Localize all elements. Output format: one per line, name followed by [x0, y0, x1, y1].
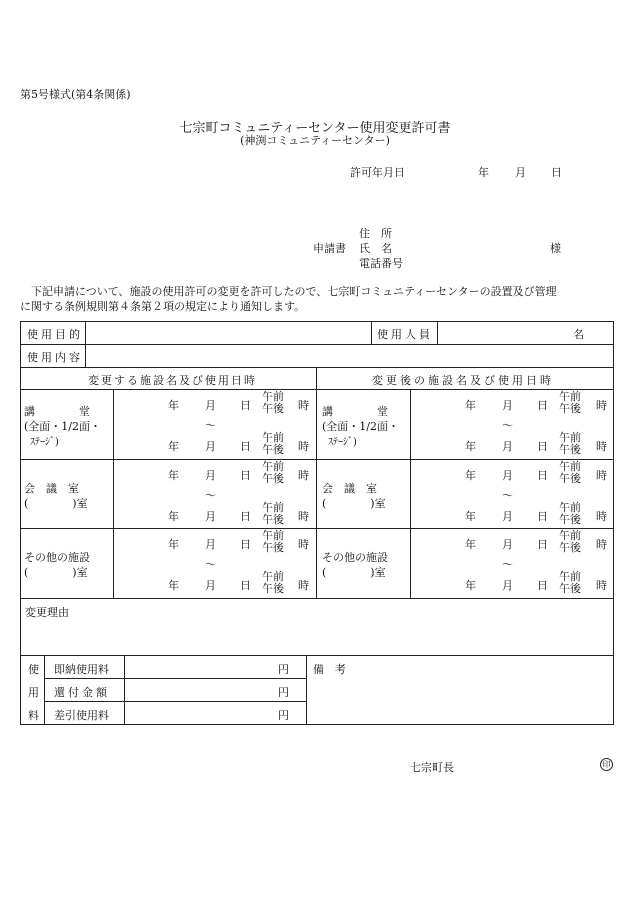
dt-pm: 午後: [559, 582, 581, 595]
remarks-label: 備 考: [313, 663, 346, 676]
dt-day: 日: [240, 469, 251, 482]
after-facility-meeting-room-number: ( )室: [322, 497, 386, 510]
before-facility-header: 変更する施設名及び使用日時: [88, 374, 257, 387]
change-reason-label: 変更理由: [25, 606, 69, 619]
table-rule: [85, 321, 86, 368]
dt-am: 午前: [559, 501, 581, 514]
fee-net-label: 差引使用料: [54, 709, 109, 722]
dt-pm: 午後: [559, 472, 581, 485]
dt-ampm: [559, 502, 581, 526]
notice-line-2: に関する条例規則第４条第２項の規定により通知します。: [20, 300, 306, 313]
before-facility-other-room: ( )室: [24, 566, 88, 579]
dt-month: 月: [502, 579, 513, 592]
dt-year: 年: [465, 440, 476, 453]
before-facility-meeting-room: 会 議 室: [24, 482, 79, 495]
dt-pm: 午後: [262, 541, 284, 554]
table-rule: [20, 389, 614, 390]
dt-pm: 午後: [559, 443, 581, 456]
dt-year: 年: [465, 579, 476, 592]
dt-hour: 時: [596, 399, 607, 412]
dt-hour: 時: [298, 440, 309, 453]
dt-hour: 時: [298, 579, 309, 592]
dt-ampm: [262, 571, 284, 595]
notice-line-1: 下記申請について、施設の使用許可の変更を許可したので、七宗町コミュニティーセンターの設置及び管理: [31, 285, 557, 298]
table-border: [20, 321, 614, 322]
dt-pm: 午後: [559, 513, 581, 526]
fee-immediate-label: 即納使用料: [54, 663, 109, 676]
dt-am: 午前: [262, 460, 284, 473]
dt-year: 年: [465, 510, 476, 523]
dt-am: 午前: [559, 460, 581, 473]
table-rule: [20, 344, 614, 345]
after-facility-meeting-room: 会 議 室: [322, 482, 377, 495]
fee-side-char: 使: [28, 663, 39, 676]
dt-tilde: ～: [205, 419, 216, 432]
dt-month: 月: [205, 579, 216, 592]
dt-pm: 午後: [262, 402, 284, 415]
dt-pm: 午後: [559, 541, 581, 554]
after-facility-auditorium-options: (全面・1/2面・: [322, 420, 399, 433]
fee-refund-label: 還付金額: [54, 686, 110, 699]
dt-tilde: ～: [502, 558, 513, 571]
dt-month: 月: [502, 510, 513, 523]
table-rule: [44, 678, 306, 679]
dt-ampm: [262, 391, 284, 415]
after-facility-auditorium: 講 堂: [322, 405, 388, 418]
after-facility-other: その他の施設: [322, 551, 388, 564]
permit-day-label: 日: [551, 166, 562, 179]
applicant-name-label: 氏 名: [359, 242, 392, 255]
dt-day: 日: [240, 440, 251, 453]
document-title: 七宗町コミュニティーセンター使用変更許可書: [179, 121, 451, 136]
purpose-label: 使用目的: [27, 328, 83, 341]
dt-ampm: [262, 461, 284, 485]
permit-year-label: 年: [478, 166, 489, 179]
dt-am: 午前: [559, 570, 581, 583]
dt-ampm: [559, 461, 581, 485]
dt-year: 年: [168, 579, 179, 592]
applicant-phone-label: 電話番号: [359, 257, 403, 270]
dt-ampm: [559, 432, 581, 456]
table-border: [20, 321, 21, 725]
dt-am: 午前: [559, 390, 581, 403]
content-label: 使用内容: [27, 351, 83, 364]
dt-year: 年: [168, 440, 179, 453]
dt-hour: 時: [298, 399, 309, 412]
seal-mark: 印: [600, 758, 613, 771]
form-number: 第5号様式(第4条関係): [20, 88, 131, 101]
table-rule: [44, 655, 45, 725]
dt-pm: 午後: [559, 402, 581, 415]
table-rule: [437, 321, 438, 344]
dt-ampm: [559, 391, 581, 415]
dt-am: 午前: [262, 390, 284, 403]
dt-ampm: [262, 432, 284, 456]
dt-year: 年: [465, 538, 476, 551]
fee-immediate-unit: 円: [278, 663, 289, 676]
dt-day: 日: [537, 399, 548, 412]
dt-pm: 午後: [262, 443, 284, 456]
dt-year: 年: [168, 538, 179, 551]
table-rule: [316, 367, 317, 599]
table-rule: [124, 655, 125, 725]
dt-hour: 時: [298, 510, 309, 523]
dt-am: 午前: [262, 431, 284, 444]
fee-side-char: 料: [28, 709, 39, 722]
dt-year: 年: [168, 469, 179, 482]
dt-am: 午前: [262, 529, 284, 542]
dt-month: 月: [205, 440, 216, 453]
dt-am: 午前: [559, 431, 581, 444]
table-rule: [20, 598, 614, 599]
dt-year: 年: [168, 399, 179, 412]
users-label: 使用人員: [377, 328, 433, 341]
dt-day: 日: [537, 510, 548, 523]
mayor-label: 七宗町長: [410, 761, 454, 774]
fee-net-unit: 円: [278, 709, 289, 722]
dt-hour: 時: [596, 510, 607, 523]
dt-tilde: ～: [205, 489, 216, 502]
before-facility-auditorium-stage: ｽﾃｰｼﾞ): [30, 437, 59, 448]
table-rule: [44, 701, 306, 702]
dt-ampm: [262, 502, 284, 526]
dt-day: 日: [537, 440, 548, 453]
dt-year: 年: [465, 399, 476, 412]
dt-day: 日: [240, 538, 251, 551]
document-subtitle: (神渕コミュニティーセンター): [240, 134, 390, 147]
dt-hour: 時: [596, 440, 607, 453]
after-facility-other-room: ( )室: [322, 566, 386, 579]
after-facility-header: 変更後の施設名及び使用日時: [372, 374, 554, 387]
table-rule: [20, 459, 614, 460]
dt-tilde: ～: [205, 558, 216, 571]
table-rule: [371, 321, 372, 344]
applicant-honorific: 様: [550, 242, 561, 255]
before-facility-auditorium: 講 堂: [24, 405, 90, 418]
dt-tilde: ～: [502, 489, 513, 502]
table-rule: [20, 367, 614, 368]
table-rule: [20, 655, 614, 656]
dt-ampm: [559, 530, 581, 554]
before-facility-other: その他の施設: [24, 551, 90, 564]
dt-month: 月: [502, 440, 513, 453]
dt-month: 月: [205, 510, 216, 523]
fee-refund-unit: 円: [278, 686, 289, 699]
dt-year: 年: [168, 510, 179, 523]
dt-day: 日: [537, 538, 548, 551]
notice-text: [20, 284, 620, 314]
permit-month-label: 月: [515, 166, 526, 179]
dt-am: 午前: [559, 529, 581, 542]
dt-day: 日: [240, 399, 251, 412]
dt-ampm: [559, 571, 581, 595]
dt-month: 月: [502, 538, 513, 551]
dt-hour: 時: [596, 538, 607, 551]
dt-am: 午前: [262, 570, 284, 583]
dt-am: 午前: [262, 501, 284, 514]
dt-month: 月: [205, 399, 216, 412]
table-rule: [410, 389, 411, 599]
table-rule: [20, 528, 614, 529]
dt-pm: 午後: [262, 582, 284, 595]
dt-hour: 時: [298, 469, 309, 482]
users-unit: 名: [573, 328, 584, 341]
dt-tilde: ～: [502, 419, 513, 432]
applicant-address-label: 住 所: [359, 227, 392, 240]
dt-day: 日: [240, 510, 251, 523]
dt-month: 月: [205, 469, 216, 482]
permit-date-label: 許可年月日: [350, 166, 405, 179]
after-facility-auditorium-stage: ｽﾃｰｼﾞ): [328, 437, 357, 448]
dt-day: 日: [240, 579, 251, 592]
applicant-group-label: 申請書: [313, 242, 346, 255]
dt-day: 日: [537, 579, 548, 592]
dt-ampm: [262, 530, 284, 554]
dt-month: 月: [502, 469, 513, 482]
dt-hour: 時: [298, 538, 309, 551]
dt-pm: 午後: [262, 513, 284, 526]
dt-year: 年: [465, 469, 476, 482]
fee-side-char: 用: [28, 686, 39, 699]
dt-hour: 時: [596, 469, 607, 482]
table-border: [613, 321, 614, 725]
dt-day: 日: [537, 469, 548, 482]
table-rule: [306, 655, 307, 725]
before-facility-meeting-room-number: ( )室: [24, 497, 88, 510]
dt-month: 月: [502, 399, 513, 412]
dt-month: 月: [205, 538, 216, 551]
table-border: [20, 724, 614, 725]
dt-pm: 午後: [262, 472, 284, 485]
before-facility-auditorium-options: (全面・1/2面・: [24, 420, 101, 433]
table-rule: [113, 389, 114, 599]
dt-hour: 時: [596, 579, 607, 592]
